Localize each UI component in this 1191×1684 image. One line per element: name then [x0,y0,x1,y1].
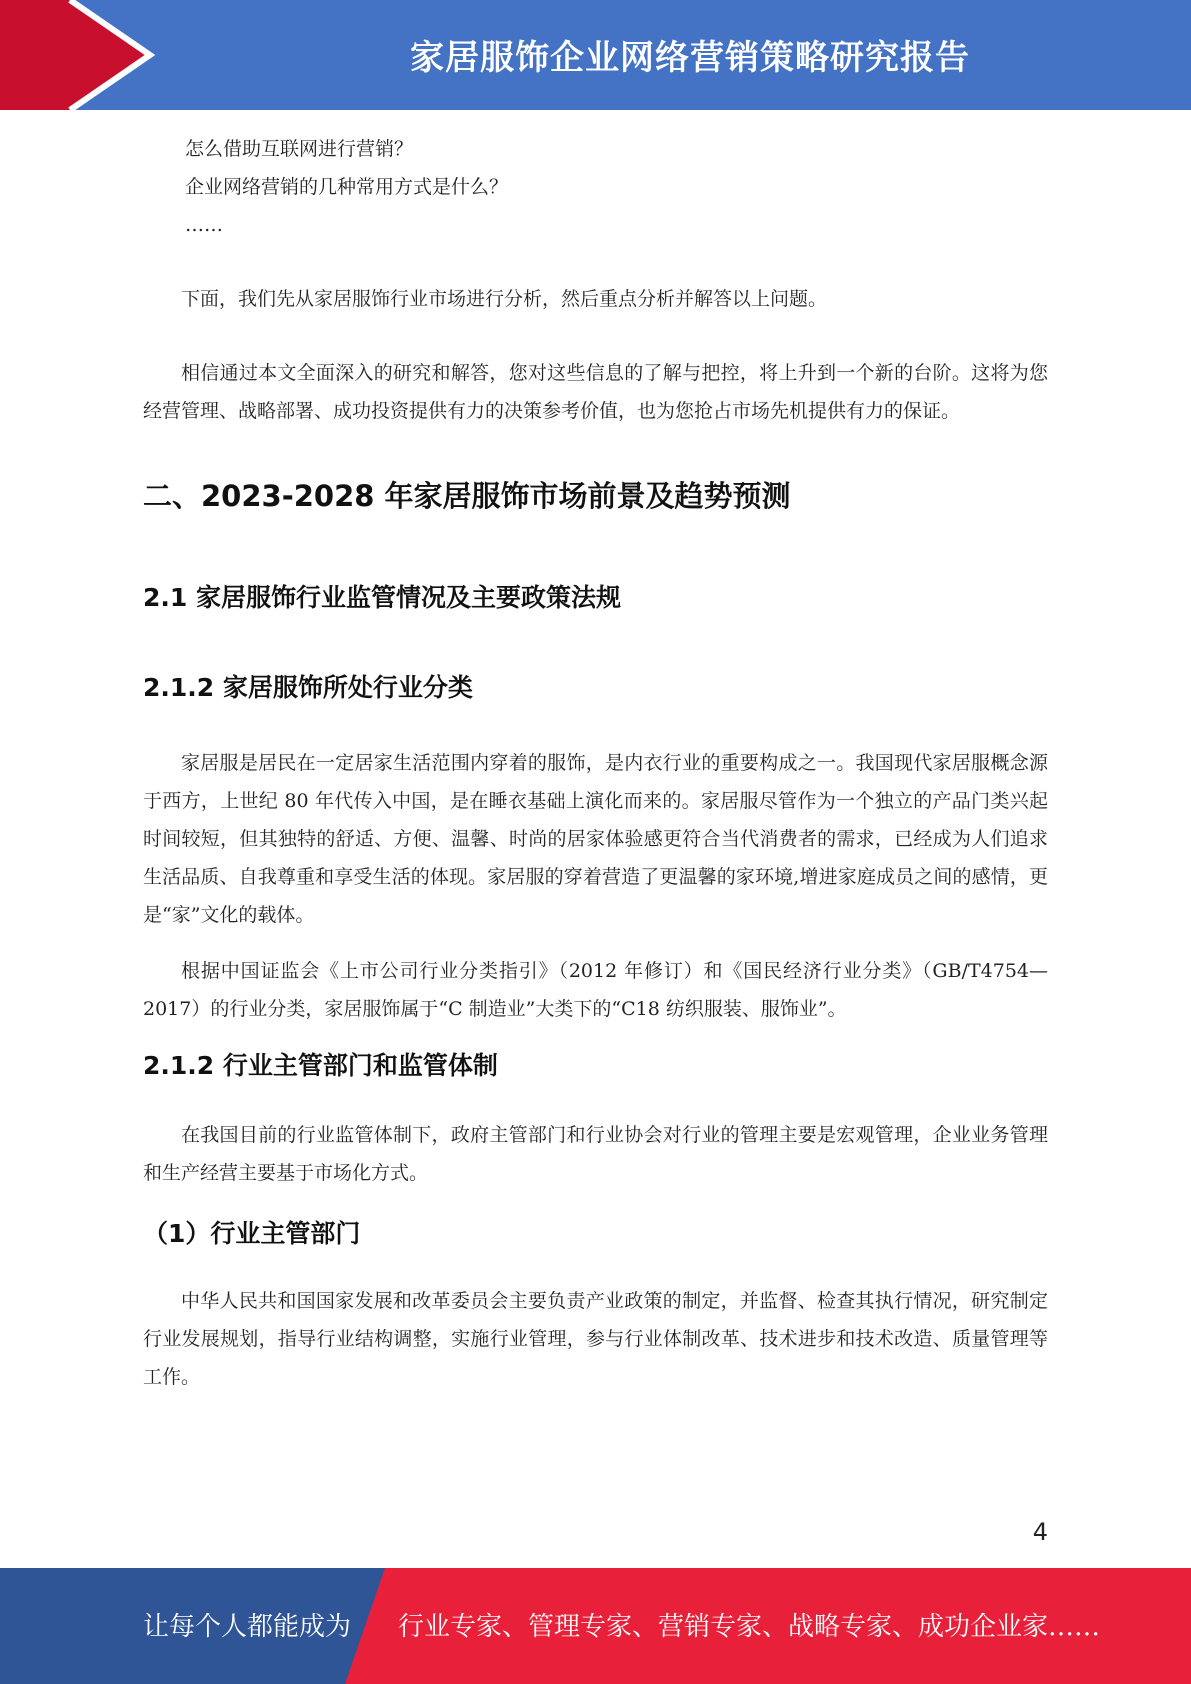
question-item: …… [185,214,223,236]
subsection-heading: 2.1.2 行业主管部门和监管体制 [143,1051,498,1080]
document-body [143,130,1048,1396]
body-paragraph: 在我国目前的行业监管体制下，政府主管部门和行业协会对行业的管理主要是宏观管理，企业业务管理和生产经营主要基于市场化方式。 [143,1124,1048,1184]
header-chevron-decoration [0,0,160,110]
subsection-heading: 2.1.2 家居服饰所处行业分类 [143,673,473,702]
body-paragraph: 根据中国证监会《上市公司行业分类指引》（2012 年修订）和《国民经济行业分类》（GB/T4754—2017）的行业分类，家居服饰属于“C 制造业”大类下的“C18 纺织服装、服饰业”。 [143,960,1048,1020]
footer-slogan-left: 让每个人都能成为 [143,1612,352,1642]
report-title: 家居服饰企业网络营销策略研究报告 [410,38,970,78]
header-banner [0,0,1191,110]
question-item: 企业网络营销的几种常用方式是什么？ [185,176,509,198]
intro-paragraph: 相信通过本文全面深入的研究和解答，您对这些信息的了解与把控，将上升到一个新的台阶。这将为您经营管理、战略部署、成功投资提供有力的决策参考价值，也为您抢占市场先机提供有力的保证。 [143,362,1048,422]
footer-banner [0,1568,1191,1684]
subsection-heading: 2.1 家居服饰行业监管情况及主要政策法规 [143,583,621,612]
section-heading: 二、2023-2028 年家居服饰市场前景及趋势预测 [143,479,791,513]
question-list [143,130,1048,244]
question-item: 怎么借助互联网进行营销？ [185,138,414,160]
body-paragraph: 家居服是居民在一定居家生活范围内穿着的服饰，是内衣行业的重要构成之一。我国现代家居服概念源于西方，上世纪 80 年代传入中国，是在睡衣基础上演化而来的。家居服尽管作为一个独立的产品门类兴起时间较短，但其独特的舒适、方便、温馨、时尚的居家体验感更符合当代消费者的需求，已经成为人们追求生活品质、自我尊重和享受生活的体现。家居服的穿着营造了更温馨的家环境,增进家庭成员之间的感情，更是“家”文化的载体。 [143,752,1048,926]
body-paragraph: 中华人民共和国国家发展和改革委员会主要负责产业政策的制定，并监督、检查其执行情况，研究制定行业发展规划，指导行业结构调整，实施行业管理，参与行业体制改革、技术进步和技术改造、质量管理等工作。 [143,1290,1048,1388]
intro-paragraph: 下面，我们先从家居服饰行业市场进行分析，然后重点分析并解答以上问题。 [181,288,828,310]
footer-slogan-right: 行业专家、管理专家、营销专家、战略专家、成功企业家…… [398,1612,1101,1642]
page-number: 4 [1032,1518,1048,1546]
item-heading: （1）行业主管部门 [143,1219,361,1248]
